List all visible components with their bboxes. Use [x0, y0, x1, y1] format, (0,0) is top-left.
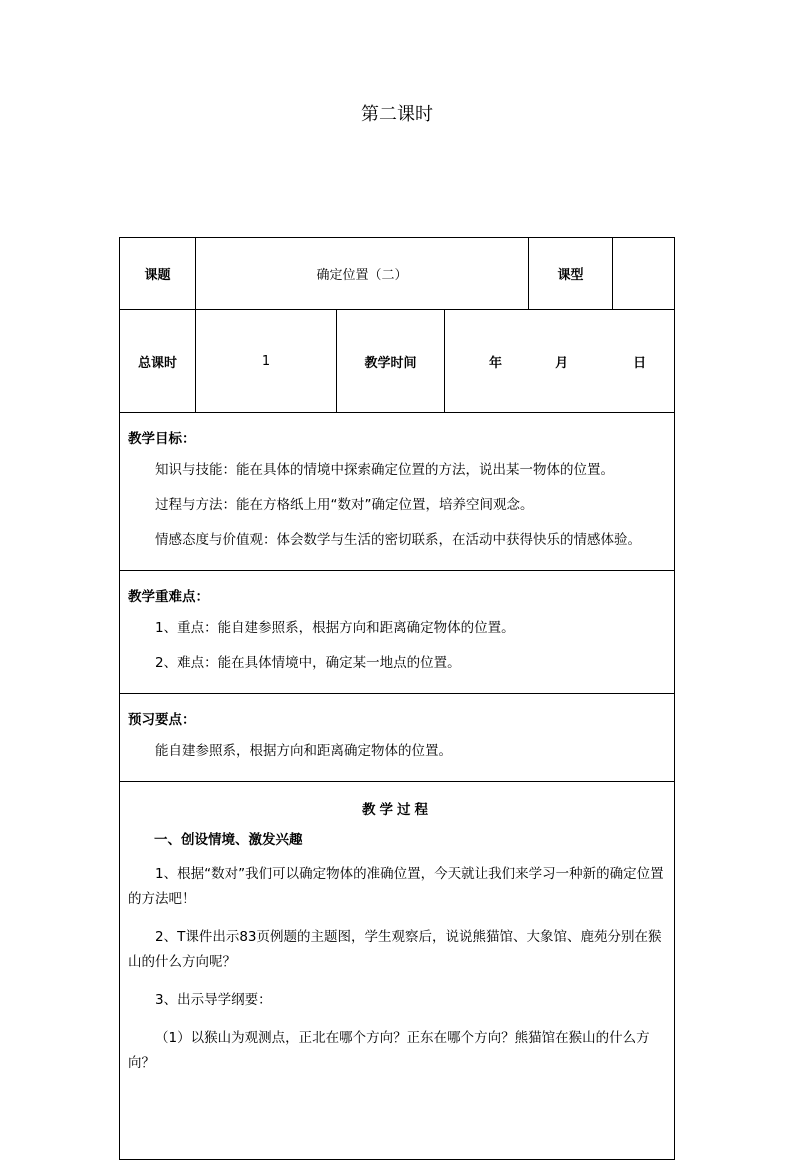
key-point-item: 2、难点：能在具体情境中，确定某一地点的位置。 [155, 655, 461, 671]
preview-row [120, 694, 675, 782]
topic-value: 确定位置（二） [196, 238, 529, 310]
date-year: 年 [489, 355, 503, 371]
hours-row [120, 310, 675, 413]
date-day: 日 [633, 355, 647, 371]
objectives-heading: 教学目标： [128, 431, 196, 447]
process-title: 教学过程 [362, 802, 432, 818]
objective-item: 过程与方法：能在方格纸上用“数对”确定位置，培养空间观念。 [155, 497, 534, 513]
page-title: 第二课时 [361, 104, 433, 125]
objective-item: 情感态度与价值观：体会数学与生活的密切联系，在活动中获得快乐的情感体验。 [155, 532, 641, 548]
teaching-date [445, 310, 675, 413]
process-paragraph: 2、T课件出示83页例题的主题图，学生观察后，说说熊猫馆、大象馆、鹿苑分别在猴山的什么方向呢？ [128, 929, 662, 970]
date-month: 月 [555, 355, 569, 371]
teaching-time-label: 教学时间 [337, 310, 445, 413]
preview-heading: 预习要点： [128, 712, 196, 728]
objective-item: 知识与技能：能在具体的情境中探索确定位置的方法，说出某一物体的位置。 [155, 462, 614, 478]
key-point-item: 1、重点：能自建参照系，根据方向和距离确定物体的位置。 [155, 620, 515, 636]
key-points-section [120, 571, 675, 694]
process-paragraph: 3、出示导学纲要： [155, 992, 272, 1008]
preview-section [120, 694, 675, 782]
total-hours-label: 总课时 [120, 310, 196, 413]
lesson-plan-table [119, 237, 675, 1160]
key-points-heading: 教学重难点： [128, 589, 209, 605]
type-value [613, 238, 675, 310]
objectives-row [120, 413, 675, 571]
process-paragraph: （1）以猴山为观测点，正北在哪个方向？正东在哪个方向？熊猫馆在猴山的什么方向？ [128, 1030, 650, 1071]
process-section [120, 782, 675, 1160]
type-label: 课型 [529, 238, 613, 310]
topic-row [120, 238, 675, 310]
key-points-row [120, 571, 675, 694]
objectives-section [120, 413, 675, 571]
total-hours-value: 1 [196, 310, 337, 413]
topic-label: 课题 [120, 238, 196, 310]
process-row [120, 782, 675, 1160]
preview-item: 能自建参照系，根据方向和距离确定物体的位置。 [155, 743, 452, 759]
process-paragraph: 1、根据“数对”我们可以确定物体的准确位置，今天就让我们来学习一种新的确定位置的方法吧！ [128, 866, 664, 907]
process-section-heading: 一、创设情境、激发兴趣 [154, 832, 303, 848]
